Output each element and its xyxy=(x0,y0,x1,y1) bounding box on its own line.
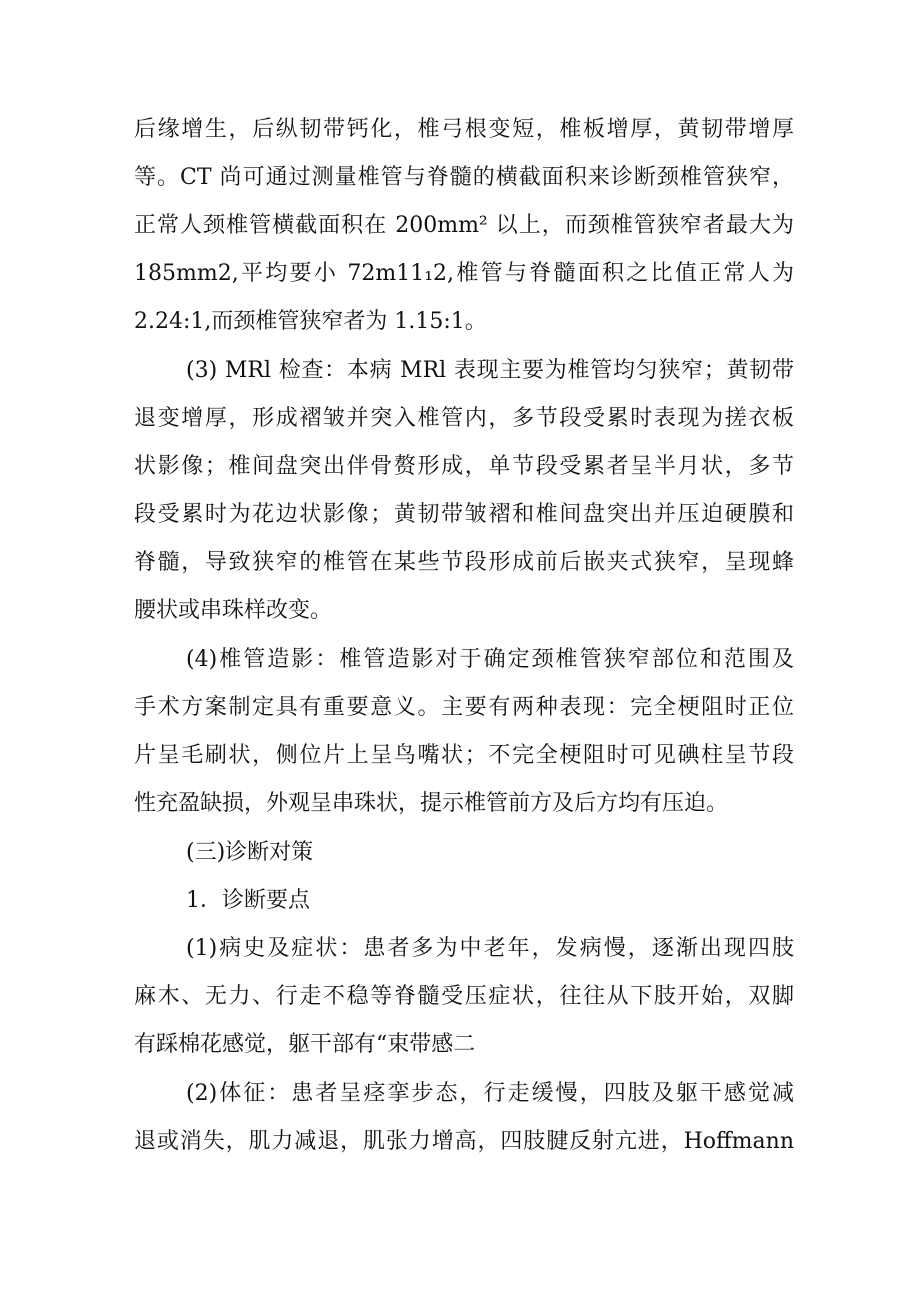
text-line: 185mm2,平均要小 72m11₁2,椎管与脊髓面积之比值正常人为 xyxy=(134,261,794,286)
text-line: 片呈毛刷状，侧位片上呈鸟嘴状；不完全梗阻时可见碘柱呈节段 xyxy=(134,743,794,768)
text-line: 腰状或串珠样改变。 xyxy=(134,598,333,623)
paragraph-first-line: (3) MRl 检查：本病 MRl 表现主要为椎管均匀狭窄；黄韧带 xyxy=(186,358,794,383)
text-line: 麻木、无力、行走不稳等脊髓受压症状，往往从下肢开始，双脚 xyxy=(134,984,794,1009)
subsection-heading: 1．诊断要点 xyxy=(186,888,310,913)
text-line: 脊髓，导致狭窄的椎管在某些节段形成前后嵌夹式狭窄，呈现蜂 xyxy=(134,550,794,575)
text-line: 性充盈缺损，外观呈串珠状，提示椎管前方及后方均有压迫。 xyxy=(134,791,729,816)
text-line: 段受累时为花边状影像；黄韧带皱褶和椎间盘突出并压迫硬膜和 xyxy=(134,502,794,527)
paragraph-first-line: (4)椎管造影：椎管造影对于确定颈椎管狭窄部位和范围及 xyxy=(186,647,794,672)
paragraph-first-line: (2)体征：患者呈痉挛步态，行走缓慢，四肢及躯干感觉减 xyxy=(186,1081,794,1106)
text-line: 2.24:1,而颈椎管狭窄者为 1.15:1。 xyxy=(134,309,487,334)
text-line: 等。CT 尚可通过测量椎管与脊髓的横截面积来诊断颈椎管狭窄， xyxy=(134,165,794,190)
text-line: 后缘增生，后纵韧带钙化，椎弓根变短，椎板增厚，黄韧带增厚 xyxy=(134,117,794,142)
text-line: 有踩棉花感觉，躯干部有“束带感二 xyxy=(134,1032,476,1057)
paragraph-first-line: (1)病史及症状：患者多为中老年，发病慢，逐渐出现四肢 xyxy=(186,936,794,961)
text-line: 手术方案制定具有重要意义。主要有两种表现：完全梗阻时正位 xyxy=(134,695,794,720)
text-line: 正常人颈椎管横截面积在 200mm² 以上，而颈椎管狭窄者最大为 xyxy=(134,213,794,238)
text-line: 状影像；椎间盘突出伴骨赘形成，单节段受累者呈半月状，多节 xyxy=(134,454,794,479)
text-line: 退变增厚，形成褶皱并突入椎管内，多节段受累时表现为搓衣板 xyxy=(134,406,794,431)
section-heading: (三)诊断对策 xyxy=(186,840,314,865)
text-line: 退或消失，肌力减退，肌张力增高，四肢腱反射亢进，Hoffmann xyxy=(134,1129,794,1154)
